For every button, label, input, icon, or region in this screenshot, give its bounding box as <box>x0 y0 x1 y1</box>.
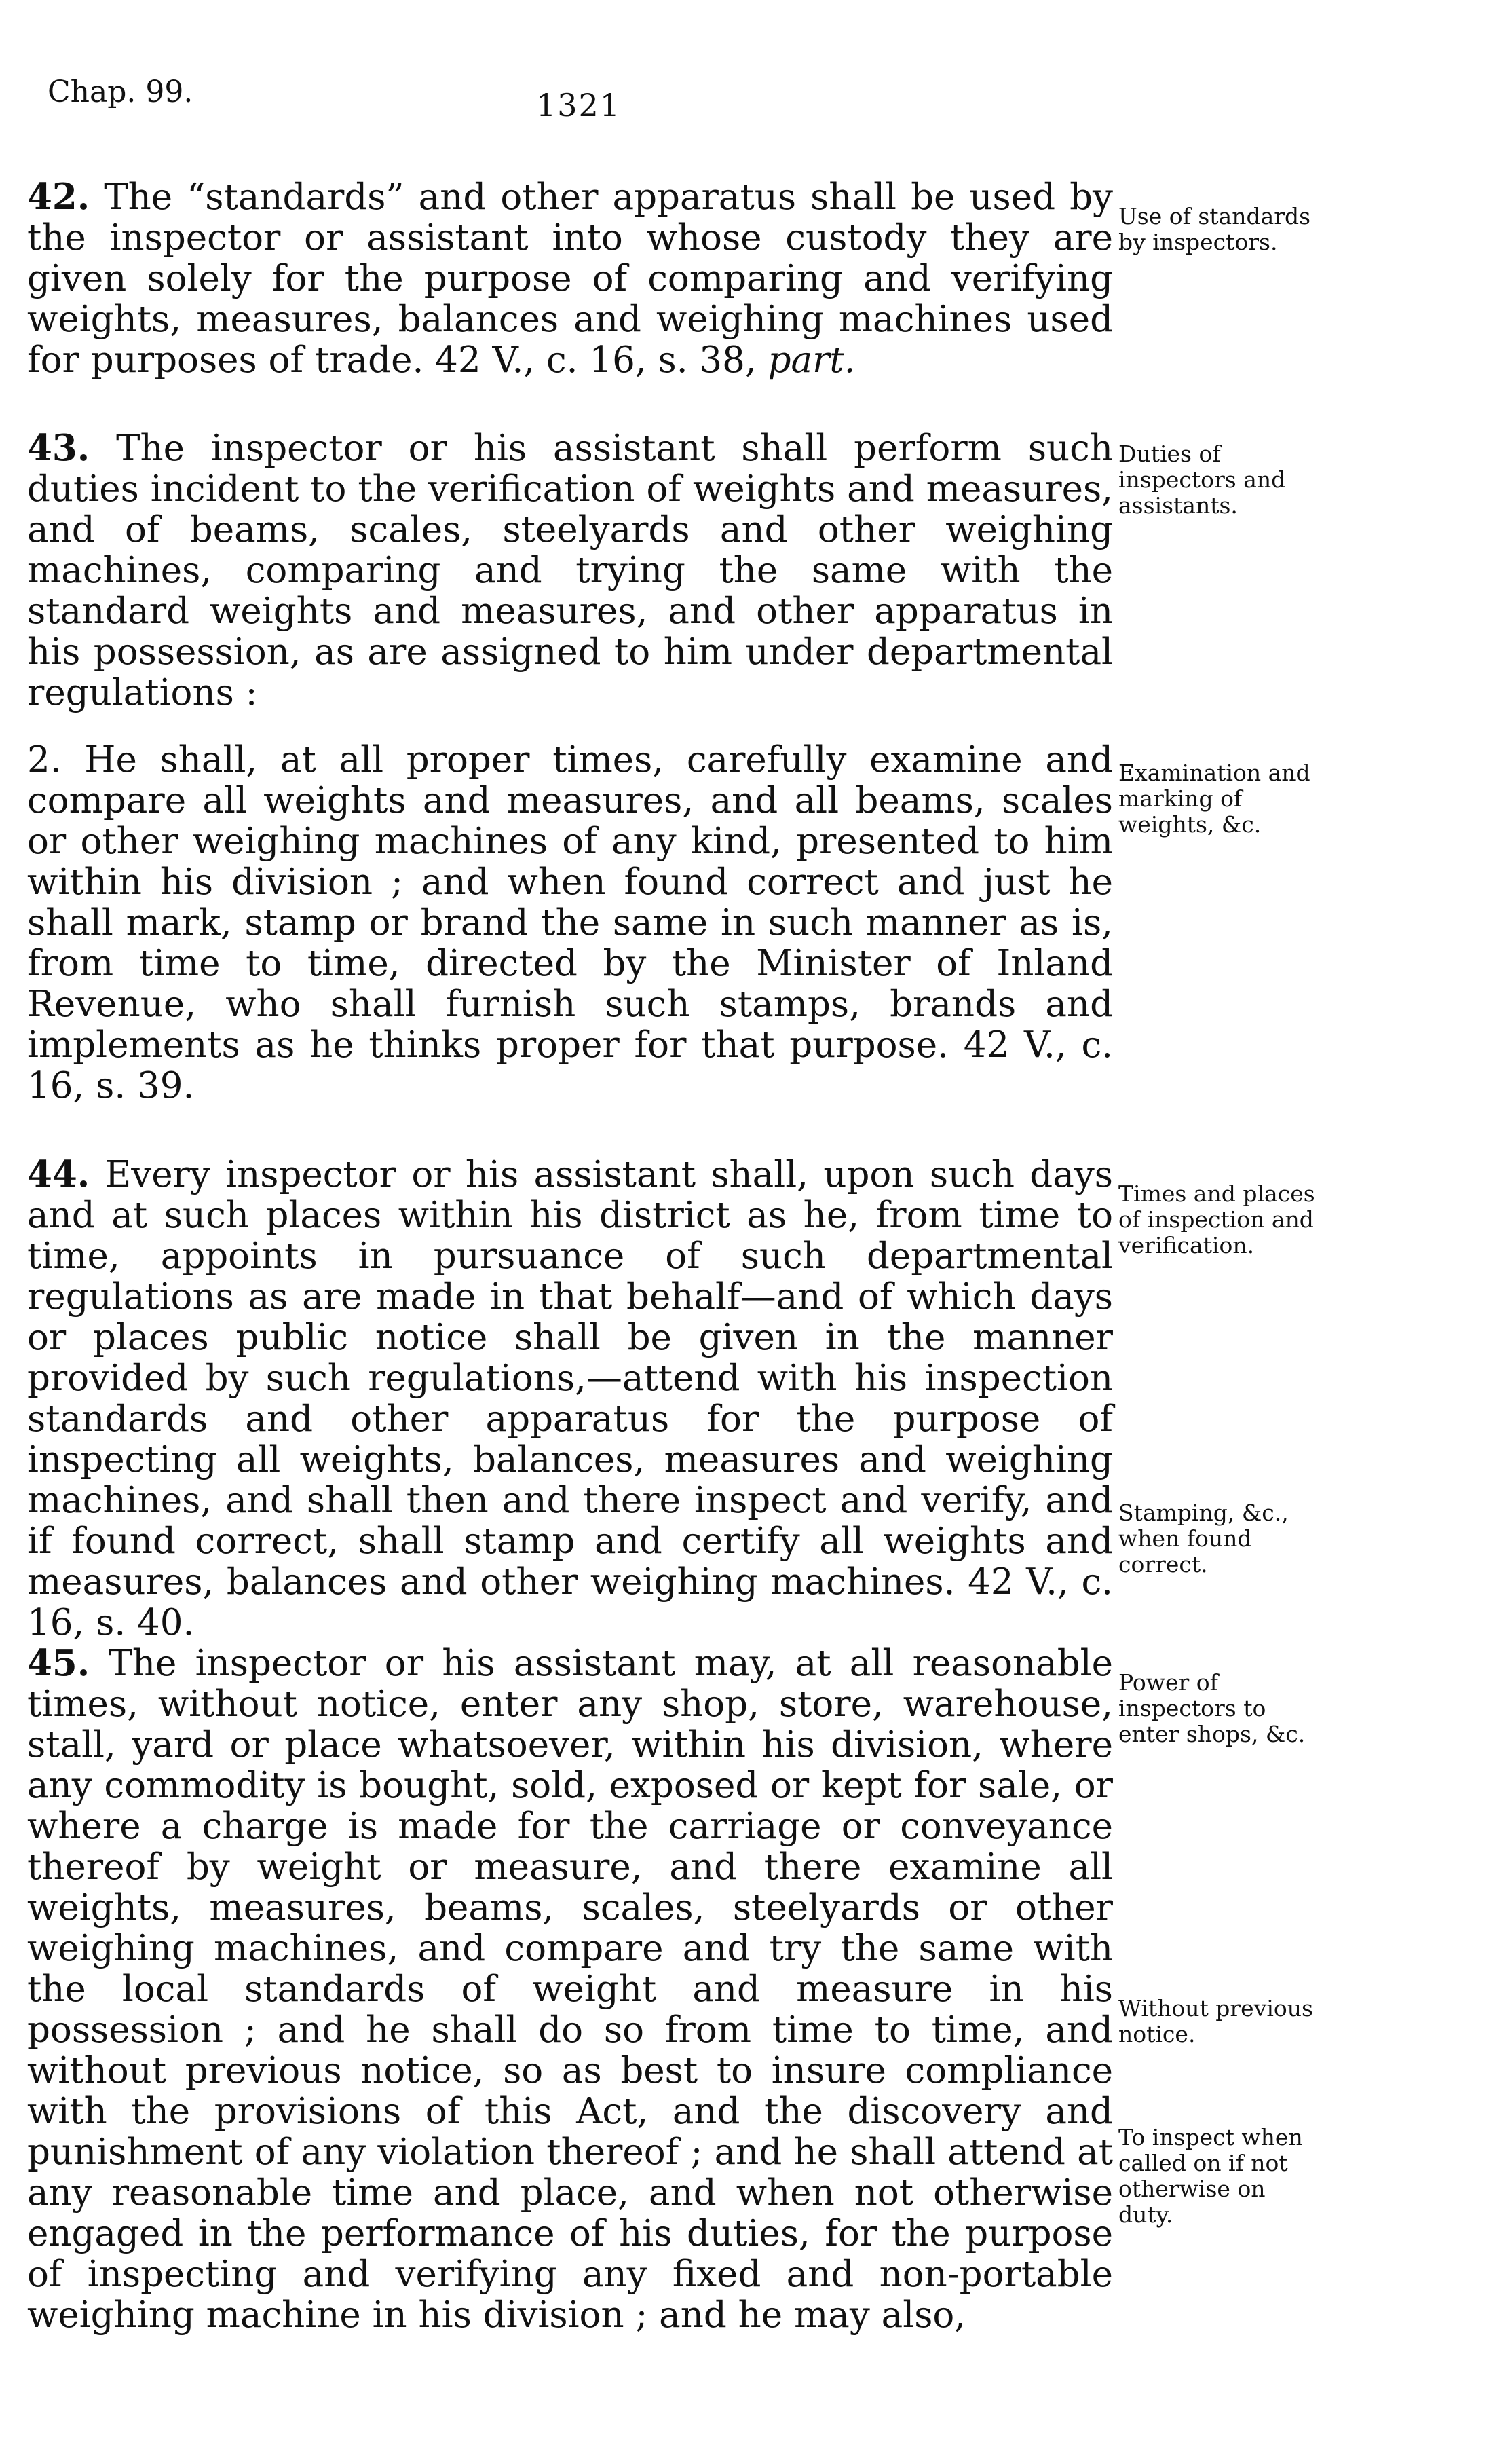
section-number: 44. <box>27 1153 90 1195</box>
section-body: The “standards” and other apparatus shall be used by the inspector or assistant into whose custody they are given solely for the purpose of comparing and verifying weights, measures, balances and weighing machines used for purposes of trade. <box>27 176 1113 381</box>
section-text <box>27 176 1113 381</box>
citation: 42 V., c. 16, s. 40. <box>27 1561 1113 1643</box>
section-text <box>27 740 1113 1106</box>
section-text <box>27 1154 1113 1643</box>
section-text <box>27 1643 1113 2336</box>
section-44 <box>27 1154 1113 1643</box>
section-43-2 <box>27 740 1113 1106</box>
margin-note: Times and places of inspection and verification. <box>1118 1180 1315 1259</box>
section-number: 42. <box>27 176 90 218</box>
section-body: The inspector or his assistant may, at all reasonable times, without notice, enter any shop, store, warehouse, stall, yard or place whatsoever, within his division, where any commodity is bought, sold, exposed or kept for sale, or where a charge is made for the carriage or conveyance thereof by weight or measure, and there examine all weights, measures, beams, scales, steelyards or other weighing machines, and compare and try the same with the local standards of weight and measure in his possession ; and he shall do so from time to time, and without previous notice, so as best to insure compliance with the provisions of this Act, and the discovery and punishment of any violation thereof ; and he shall attend at any reasonable time and place, and when not otherwise engaged in the performance of his duties, for the purpose of inspecting and verifying any fixed and non-portable weighing machine in his division ; and he may also, <box>27 1643 1113 2336</box>
section-body: The inspector or his assistant shall perform such duties incident to the verification of weights and measures, and of beams, scales, steelyards and other weighing machines, comparing and trying the same with the standard weights and measures, and other apparatus in his possession, as are assigned to him under departmental regulations : <box>27 428 1114 713</box>
margin-note: Examination and marking of weights, &c. <box>1118 760 1310 838</box>
citation: 42 V., c. 16, s. 39. <box>27 1024 1113 1106</box>
section-body: He shall, at all proper times, carefully examine and compare all weights and measures, and all beams, scales or other weighing machines of any kind, presented to him within his division ; and when found correct and just he shall mark, stamp or brand the same in such manner as is, from time to time, directed by the Minister of Inland Revenue, who shall furnish such stamps, brands and implements as he thinks proper for that purpose. <box>27 739 1113 1066</box>
page-header <box>48 75 1106 129</box>
section-number: 43. <box>27 427 90 469</box>
citation-text: 42 V., c. 16, s. 38, <box>435 339 757 381</box>
section-number: 45. <box>27 1642 90 1684</box>
margin-note: Stamping, &c., when found correct. <box>1118 1499 1289 1578</box>
margin-note: To inspect when called on if not otherwise on duty. <box>1118 2124 1303 2228</box>
section-body: Every inspector or his assistant shall, upon such days and at such places within his district as he, from time to time, appoints in pursuance of such departmental regulations as are made in that behalf—and of which days or places public notice shall be given in the manner provided by such regulations,—attend with his inspection standards and other apparatus for the purpose of inspecting all weights, balances, measures and weighing machines, and shall then and there inspect and verify, and if found correct, shall stamp and certify all weights and measures, balances and other weighing machines. <box>27 1154 1113 1603</box>
section-42 <box>27 176 1113 381</box>
subsection-number: 2. <box>27 739 62 781</box>
margin-note: Duties of inspectors and assistants. <box>1118 441 1286 519</box>
margin-note: Power of inspectors to enter shops, &c. <box>1118 1669 1306 1747</box>
section-43 <box>27 428 1113 713</box>
citation <box>435 339 855 381</box>
citation-italic: part. <box>768 339 856 381</box>
margin-note: Use of standards by inspectors. <box>1118 203 1311 255</box>
section-text <box>27 428 1113 713</box>
section-45 <box>27 1643 1113 2336</box>
margin-note: Without previous notice. <box>1118 1995 1313 2047</box>
chapter-label: Chap. 99. <box>48 75 193 109</box>
page-number: 1321 <box>536 87 622 124</box>
